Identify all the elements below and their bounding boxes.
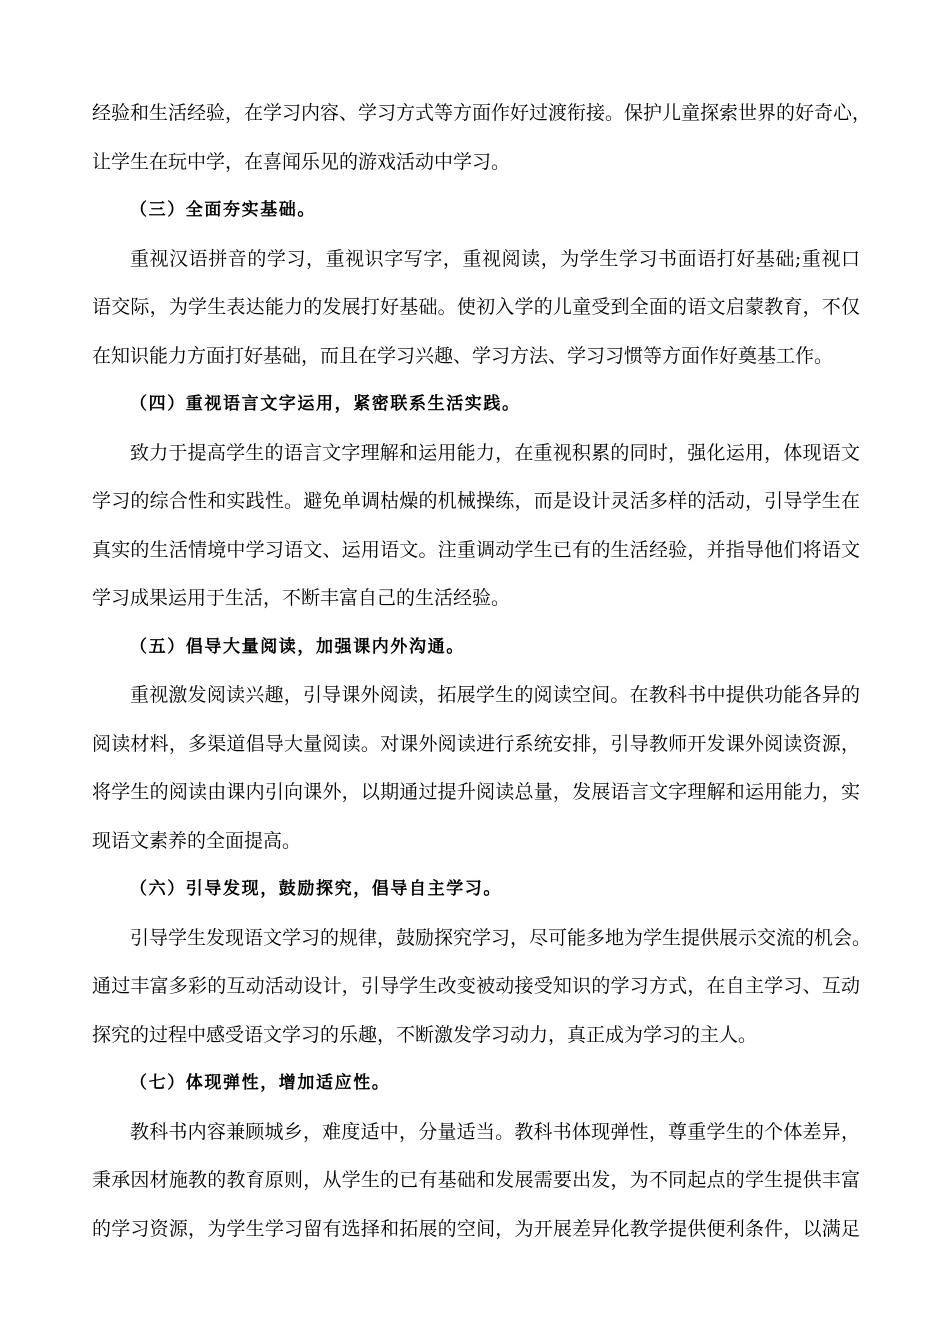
heading-text: （五）倡导大量阅读，加强课内外沟通。 bbox=[130, 636, 465, 657]
text-line: 学习成果运用于生活，不断丰富自己的生活经验。 bbox=[92, 587, 511, 609]
paragraph bbox=[92, 244, 860, 390]
paragraph bbox=[92, 680, 860, 874]
text-line: 让学生在玩中学，在喜闻乐见的游戏活动中学习。 bbox=[92, 150, 511, 173]
text-line: 通过丰富多彩的互动活动设计，引导学生改变被动接受知识的学习方式，在自主学习、互动 bbox=[92, 975, 860, 997]
text-line: 重视激发阅读兴趣，引导课外阅读，拓展学生的阅读空间。在教科书中提供功能各异的 bbox=[130, 684, 860, 706]
heading-text: （七）体现弹性，增加适应性。 bbox=[130, 1073, 391, 1093]
section-heading-4 bbox=[92, 389, 860, 438]
heading-text: （四）重视语言文字运用，紧密联系生活实践。 bbox=[130, 394, 521, 414]
text-line: 现语文素养的全面提高。 bbox=[92, 829, 302, 852]
section-heading-3 bbox=[92, 195, 860, 244]
text-line: 引导学生发现语文学习的规律，鼓励探究学习，尽可能多地为学生提供展示交流的机会。 bbox=[130, 926, 872, 949]
text-line: 教科书内容兼顾城乡，难度适中，分量适当。教科书体现弹性，尊重学生的个体差异， bbox=[130, 1120, 860, 1143]
document-page bbox=[92, 98, 872, 1262]
text-line: 将学生的阅读由课内引向课外，以期通过提升阅读总量，发展语言文字理解和运用能力，实 bbox=[92, 781, 860, 803]
text-line: 在知识能力方面打好基础，而且在学习兴趣、学习方法、学习习惯等方面作好奠基工作。 bbox=[92, 344, 834, 367]
text-line: 真实的生活情境中学习语文、运用语文。注重调动学生已有的生活经验，并指导他们将语文 bbox=[92, 538, 860, 561]
text-line: 经验和生活经验，在学习内容、学习方式等方面作好过渡衔接。保护儿童探索世界的好奇心， bbox=[92, 102, 872, 124]
paragraph-continuation bbox=[92, 98, 872, 195]
text-line: 重视汉语拼音的学习，重视识字写字，重视阅读，为学生学习书面语打好基础;重视口 bbox=[130, 247, 860, 270]
text-line: 秉承因材施教的教育原则，从学生的已有基础和发展需要出发，为不同起点的学生提供丰富 bbox=[92, 1169, 860, 1191]
text-line: 探究的过程中感受语文学习的乐趣，不断激发学习动力，真正成为学习的主人。 bbox=[92, 1023, 758, 1046]
heading-text: （六）引导发现，鼓励探究，倡导自主学习。 bbox=[130, 879, 502, 899]
section-heading-7 bbox=[92, 1068, 860, 1117]
paragraph bbox=[92, 1117, 860, 1263]
section-heading-6 bbox=[92, 874, 860, 923]
text-line: 的学习资源，为学生学习留有选择和拓展的空间，为开展差异化教学提供便利条件，以满足 bbox=[92, 1217, 860, 1240]
heading-text: （三）全面夯实基础。 bbox=[130, 200, 316, 220]
paragraph bbox=[92, 923, 872, 1069]
text-line: 学习的综合性和实践性。避免单调枯燥的机械操练，而是设计灵活多样的活动，引导学生在 bbox=[92, 490, 860, 512]
text-line: 致力于提高学生的语言文字理解和运用能力，在重视积累的同时，强化运用，体现语文 bbox=[130, 441, 860, 464]
section-heading-5 bbox=[92, 632, 860, 681]
text-line: 阅读材料，多渠道倡导大量阅读。对课外阅读进行系统安排，引导教师开发课外阅读资源， bbox=[92, 732, 860, 755]
text-line: 语交际，为学生表达能力的发展打好基础。使初入学的儿童受到全面的语文启蒙教育，不仅 bbox=[92, 296, 860, 318]
paragraph bbox=[92, 438, 860, 632]
